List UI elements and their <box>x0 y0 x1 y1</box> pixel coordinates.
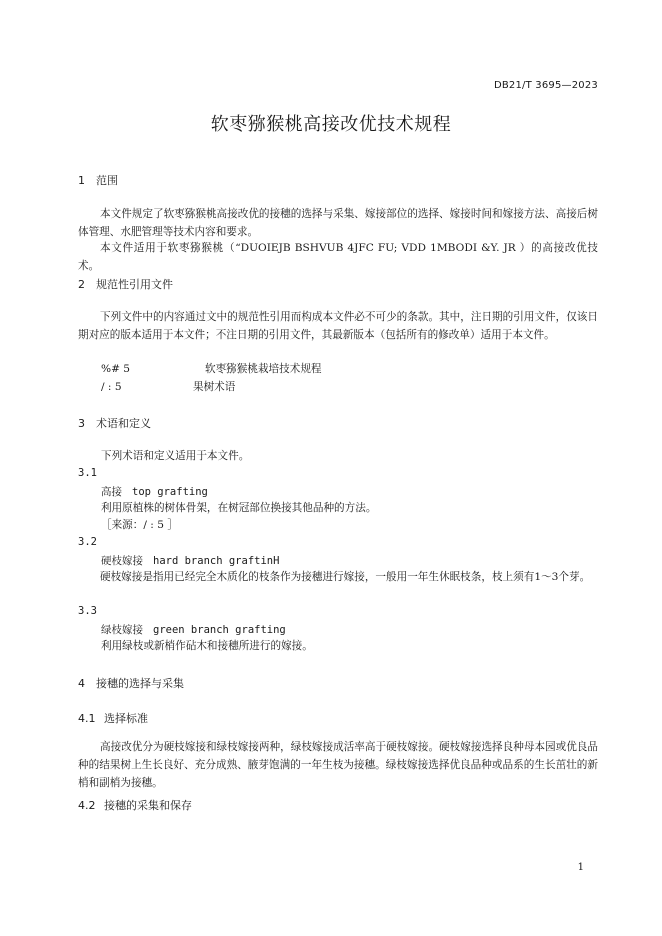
term-en: hard branch graftinH <box>153 555 280 567</box>
term-definition: 硬枝嫁接是指用已经完全木质化的枝条作为接穗进行嫁接，一般用一年生休眠枝条，枝上须有1～3个芽。 <box>100 571 591 583</box>
subsection-title: 接穗的采集和保存 <box>104 799 192 812</box>
term-heading <box>101 553 279 568</box>
term-heading <box>101 484 208 499</box>
term-number: 3.1 <box>78 467 97 479</box>
section-4-heading <box>78 675 184 691</box>
section-1-paragraph-1: 本文件规定了软枣猕猴桃高接改优的接穗的选择与采集、嫁接部位的选择、嫁接时间和嫁接方法、高接后树体管理、水肥管理等技术内容和要求。 <box>78 208 598 238</box>
reference-item <box>101 378 235 396</box>
term-number: 3.3 <box>78 605 97 617</box>
section-title: 术语和定义 <box>96 417 151 430</box>
section-title: 范围 <box>96 174 118 187</box>
section-4-1-heading <box>78 710 148 726</box>
section-3-intro: 下列术语和定义适用于本文件。 <box>101 450 250 462</box>
term-en: green branch grafting <box>153 624 286 636</box>
term-en: top grafting <box>132 486 208 498</box>
term-source: ［来源：/ : 5 ］ <box>101 519 178 531</box>
term-definition: 利用原植株的树体骨架，在树冠部位换接其他品种的方法。 <box>101 502 377 514</box>
reference-code: / : 5 <box>101 381 122 393</box>
subsection-title: 选择标准 <box>104 712 148 725</box>
section-3-heading <box>78 415 151 431</box>
section-2-paragraph: 下列文件中的内容通过文中的规范性引用而构成本文件必不可少的条款。其中，注日期的引用文件，仅该日期对应的版本适用于本文件；不注日期的引用文件，其最新版本（包括所有的修改单）适用于本文件。 <box>78 311 598 341</box>
section-4-2-heading <box>78 797 192 813</box>
term-cn: 硬枝嫁接 <box>101 555 143 567</box>
reference-title: 果树术语 <box>193 381 236 393</box>
page-number: 1 <box>577 862 584 873</box>
term-cn: 高接 <box>101 486 122 498</box>
term-definition: 利用绿枝或新梢作砧木和接穗所进行的嫁接。 <box>101 640 313 652</box>
document-title: 软枣猕猴桃高接改优技术规程 <box>210 114 452 135</box>
section-title: 接穗的选择与采集 <box>96 677 184 690</box>
section-number: 3 <box>78 417 85 430</box>
term-heading <box>101 622 286 637</box>
reference-item <box>101 360 322 378</box>
term-cn: 绿枝嫁接 <box>101 624 143 636</box>
section-title: 规范性引用文件 <box>96 278 173 291</box>
standard-code: DB21/T 3695—2023 <box>493 80 598 91</box>
reference-title: 软枣猕猴桃栽培技术规程 <box>205 363 322 375</box>
section-4-1-paragraph: 高接改优分为硬枝嫁接和绿枝嫁接两种，绿枝嫁接成活率高于硬枝嫁接。硬枝嫁接选择良种母本园或优良品种的结果树上生长良好、充分成熟、腋芽饱满的一年生枝为接穗。绿枝嫁接选择优良品种或品系的生长茁壮的新梢和副梢为接穗。 <box>78 741 598 789</box>
subsection-number: 4.2 <box>78 799 96 812</box>
section-2-heading <box>78 276 173 292</box>
reference-code: %# 5 <box>101 363 131 375</box>
section-number: 4 <box>78 677 85 690</box>
section-number: 1 <box>78 174 85 187</box>
section-1-paragraph-2: 本文件适用于软枣猕猴桃（“DUOIEJB BSHVUB 4JFC FU; VDD 1MBODI &Y. JR ）的高接改优技术。 <box>78 242 598 272</box>
term-number: 3.2 <box>78 536 97 548</box>
section-number: 2 <box>78 278 85 291</box>
section-1-heading <box>78 172 118 188</box>
subsection-number: 4.1 <box>78 712 96 725</box>
